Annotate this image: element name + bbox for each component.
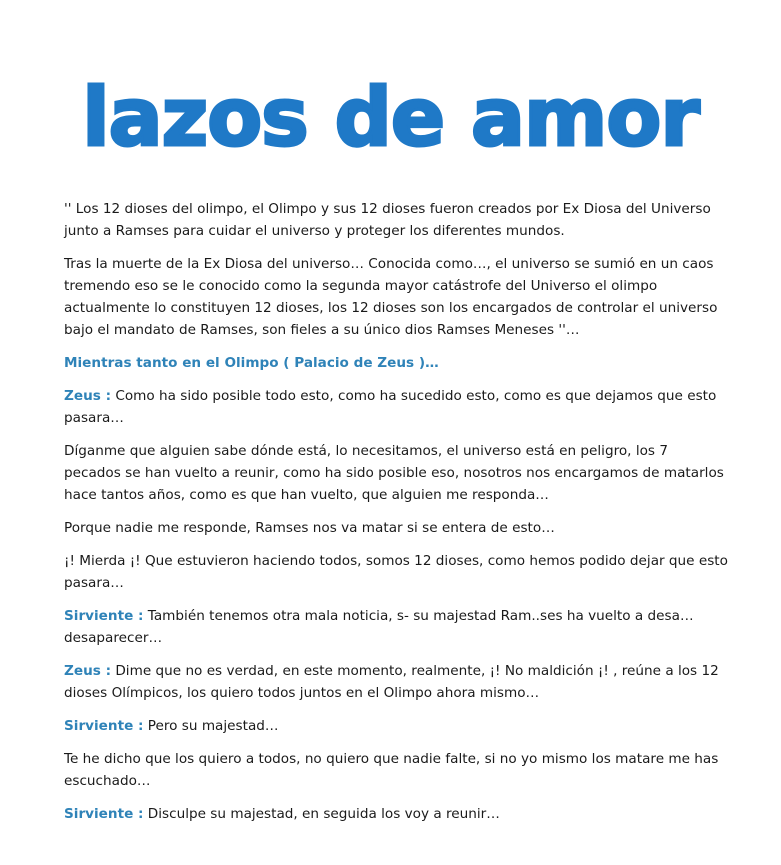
paragraph-text: Porque nadie me responde, Ramses nos va matar si se entera de esto…	[64, 520, 555, 536]
scene-text: Mientras tanto en el Olimpo ( Palacio de Zeus )…	[64, 355, 439, 371]
dialogue-text: También tenemos otra mala noticia, s- su majestad Ram..ses ha vuelto a desa… desaparecer…	[64, 608, 694, 646]
speaker-name: Zeus :	[64, 663, 112, 679]
dialogue-text: Como ha sido posible todo esto, como ha sucedido esto, como es que dejamos que esto pasara…	[64, 388, 717, 426]
paragraph	[64, 198, 728, 242]
story-text	[64, 198, 728, 836]
paragraph	[64, 253, 728, 341]
speaker-name: Sirviente :	[64, 608, 144, 624]
dialogue-line	[64, 660, 728, 704]
speaker-name: Sirviente :	[64, 718, 144, 734]
paragraph	[64, 748, 728, 792]
dialogue-line	[64, 605, 728, 649]
paragraph-text: ¡! Mierda ¡! Que estuvieron haciendo todos, somos 12 dioses, como hemos podido dejar que esto pasara…	[64, 553, 728, 591]
paragraph-text: '' Los 12 dioses del olimpo, el Olimpo y sus 12 dioses fueron creados por Ex Diosa del Universo junto a Ramses para cuidar el universo y proteger los diferentes mundos.	[64, 201, 711, 239]
paragraph	[64, 550, 728, 594]
speaker-name: Sirviente :	[64, 806, 144, 822]
dialogue-text: Pero su majestad…	[147, 718, 279, 734]
dialogue-line	[64, 715, 728, 737]
page-title: lazos de amor	[82, 71, 699, 164]
dialogue-line	[64, 803, 728, 825]
paragraph-text: Tras la muerte de la Ex Diosa del universo… Conocida como…, el universo se sumió en un caos tremendo eso se le conocido como la segunda mayor catástrofe del Universo el olimpo actualmente lo constituyen 12 dioses, los 12 dioses son los encargados de controlar el universo bajo el mandato de Ramses, son fieles a su único dios Ramses Meneses ''…	[64, 256, 718, 338]
paragraph	[64, 440, 728, 506]
paragraph-text: Te he dicho que los quiero a todos, no quiero que nadie falte, si no yo mismo los matare me has escuchado…	[64, 751, 719, 789]
scene-heading	[64, 352, 728, 374]
paragraph	[64, 517, 728, 539]
dialogue-text: Disculpe su majestad, en seguida los voy a reunir…	[147, 806, 500, 822]
speaker-name: Zeus :	[64, 388, 112, 404]
dialogue-text: Dime que no es verdad, en este momento, realmente, ¡! No maldición ¡! , reúne a los 12 dioses Olímpicos, los quiero todos juntos en el Olimpo ahora mismo…	[64, 663, 719, 701]
dialogue-line	[64, 385, 728, 429]
paragraph-text: Díganme que alguien sabe dónde está, lo necesitamos, el universo está en peligro, los 7 pecados se han vuelto a reunir, como ha sido posible eso, nosotros nos encargamos de matarlos hace tantos años, como es que han vuelto, que alguien me responda…	[64, 443, 724, 503]
